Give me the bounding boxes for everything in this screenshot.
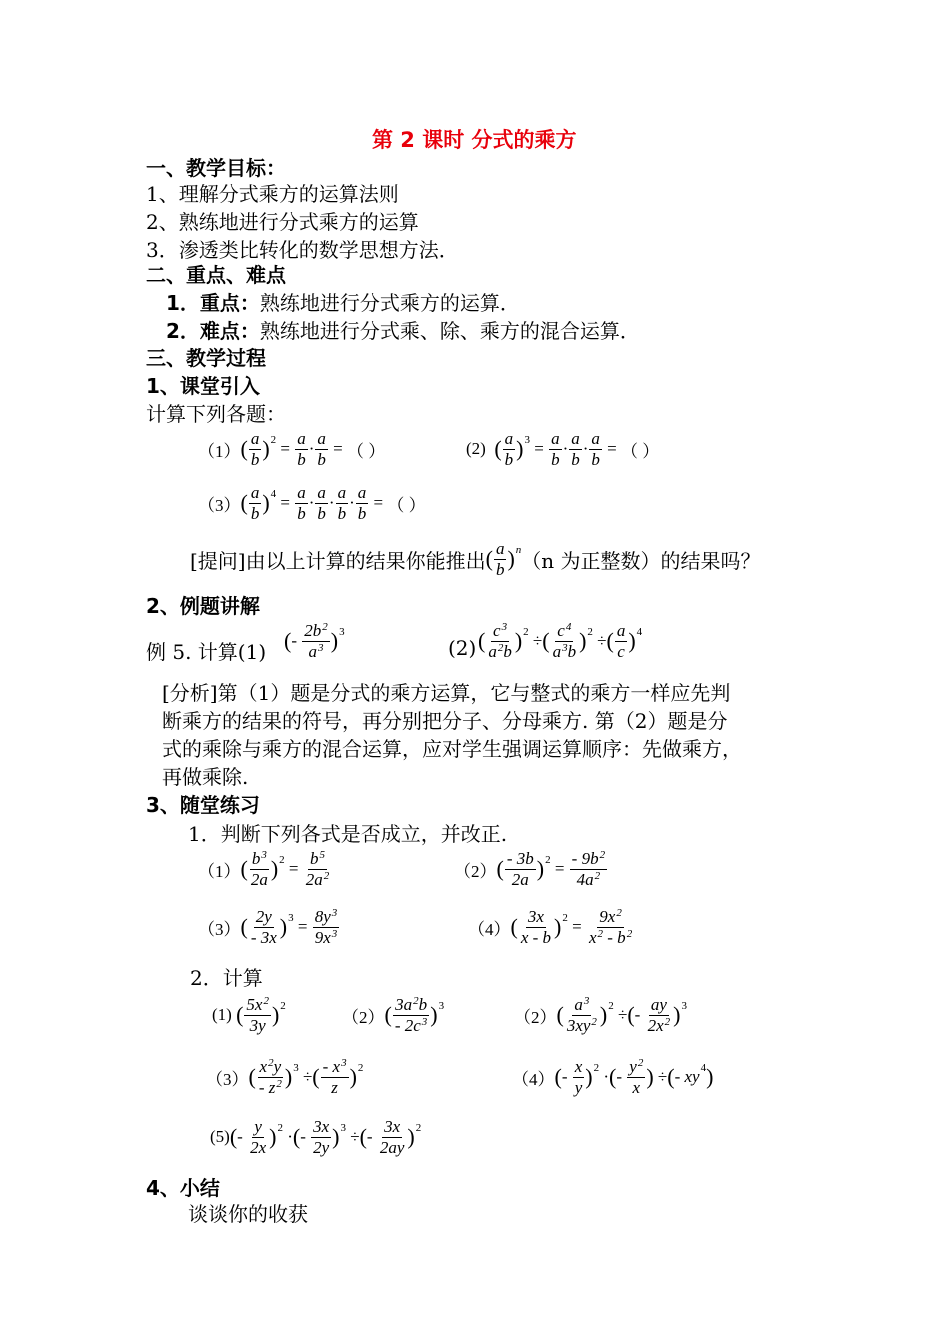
section-heading-objectives: 一、教学目标： bbox=[146, 156, 286, 180]
part-heading-summary: 4、小结 bbox=[146, 1176, 220, 1200]
key-point-label: 1．重点： bbox=[166, 291, 260, 315]
analysis-line-3: 式的乘除与乘方的混合运算，应对学生强调运算顺序：先做乘方， bbox=[162, 737, 742, 761]
difficulty-line bbox=[166, 315, 640, 344]
exercise-label: （1） bbox=[198, 441, 241, 461]
intro-exercise-3: （3） ( a b ) 4 = $\frac{a}{b}$ · a b · a b · $\frac{a}{b}$ = （ ） bbox=[198, 483, 426, 523]
difficulty-text: 熟练地进行分式乘、除、乘方的混合运算． bbox=[259, 319, 640, 343]
section-heading-process: 三、教学过程 bbox=[146, 346, 266, 370]
part-heading-intro: 1、课堂引入 bbox=[146, 374, 260, 398]
practice-task-1: 1．判断下列各式是否成立，并改正. bbox=[188, 822, 508, 846]
compute-exercise-2: （2） ( $3a^2b$ - $2c^3$ ) 3 bbox=[342, 995, 445, 1035]
question-suffix: （n 为正整数）的结果吗？ bbox=[521, 548, 761, 573]
practice-task-2: 2．计算 bbox=[190, 966, 263, 990]
analysis-line-1: [分析]第（1）题是分式的乘方运算，它与整式的乘方一样应先判 bbox=[162, 681, 731, 705]
example-formula-2: ( $c^3$ $a^2b$ ) 2 ÷ ( $c^4$ $a^3b$ ) 2 ÷ ( a c ) 4 bbox=[478, 621, 643, 661]
part-heading-examples: 2、例题讲解 bbox=[146, 594, 260, 618]
exercise-label: （3） bbox=[198, 495, 241, 515]
judge-exercise-2: （2） ( - 3b 2a ) 2 = - $9b^2$ $4a^2$ bbox=[454, 849, 606, 889]
key-point-text: 熟练地进行分式乘方的运算． bbox=[259, 291, 520, 315]
key-point-line bbox=[166, 287, 520, 316]
compute-exercise-1: (1) ( $5x^2$ 3y ) 2 bbox=[212, 995, 286, 1035]
example-label: 例 5. 计算(1) bbox=[146, 640, 267, 664]
intro-exercise-2: (2) ( a b ) 3 = $\frac{a}{b}$ · a b · $\frac{a}{b}$ = （ ） bbox=[466, 429, 660, 469]
difficulty-label: 2．难点： bbox=[166, 319, 260, 343]
part-heading-practice: 3、随堂练习 bbox=[146, 793, 260, 817]
compute-exercise-4: （4） ( - x y ) 2 · ( - $y^2$ x ) ÷ ( - xy 4 ) bbox=[512, 1057, 714, 1097]
judge-exercise-1: （1） ( $b^3$ 2a ) 2 = $b^5$ $2a^2$ bbox=[198, 849, 330, 889]
page-title: 第 2 课时 分式的乘方 bbox=[372, 128, 577, 152]
example-label-2: (2) bbox=[448, 636, 477, 660]
objective-item-1: 1、理解分式乘方的运算法则 bbox=[146, 182, 399, 206]
compute-exercise-2b: （2） ( $a^3$ $3xy^2$ ) 2 ÷ ( - ay $2x^2$ ) 3 bbox=[514, 995, 687, 1035]
question-line: [提问]由以上计算的结果你能推出 ( a b ) n （n 为正整数）的结果吗？ bbox=[190, 539, 761, 579]
judge-exercise-4: （4） ( 3x x - b ) 2 = $9x^2$ $x^2 - b^2$ bbox=[468, 907, 633, 947]
analysis-line-2: 断乘方的结果的符号，再分别把分子、分母乘方. 第（2）题是分 bbox=[162, 709, 728, 733]
section-heading-keypoints: 二、重点、难点 bbox=[146, 263, 286, 287]
compute-exercise-5: (5) ( - y 2x ) 2 · ( - 3x 2y ) 3 ÷ ( - 3x 2ay ) 2 bbox=[210, 1117, 422, 1157]
intro-exercise-1: （1） ( a b ) 2 = $\frac{a}{b}$ · $\frac{a}{b}$ = （ ） bbox=[198, 429, 386, 469]
analysis-line-4: 再做乘除. bbox=[162, 765, 249, 789]
exercise-label: (2) bbox=[466, 439, 486, 459]
judge-exercise-3: （3） ( 2y - 3x ) 3 = $8y^3$ $9x^3$ bbox=[198, 907, 338, 947]
question-prefix: [提问]由以上计算的结果你能推出 bbox=[190, 548, 486, 573]
summary-text: 谈谈你的收获 bbox=[188, 1202, 308, 1226]
answer-blank: （ ） bbox=[347, 441, 386, 461]
intro-text: 计算下列各题： bbox=[146, 402, 286, 426]
answer-blank: （ ） bbox=[621, 441, 660, 461]
objective-item-2: 2、熟练地进行分式乘方的运算 bbox=[146, 210, 419, 234]
answer-blank: （ ） bbox=[387, 495, 426, 515]
compute-exercise-3: （3） ( $x^2y$ - $z^2$ ) 3 ÷ ( - $x^3$ z ) 2 bbox=[206, 1057, 364, 1097]
objective-item-3: 3．渗透类比转化的数学思想方法． bbox=[146, 238, 459, 262]
example-formula-1: ( - $2b^2$ $a^3$ ) 3 bbox=[284, 621, 345, 661]
